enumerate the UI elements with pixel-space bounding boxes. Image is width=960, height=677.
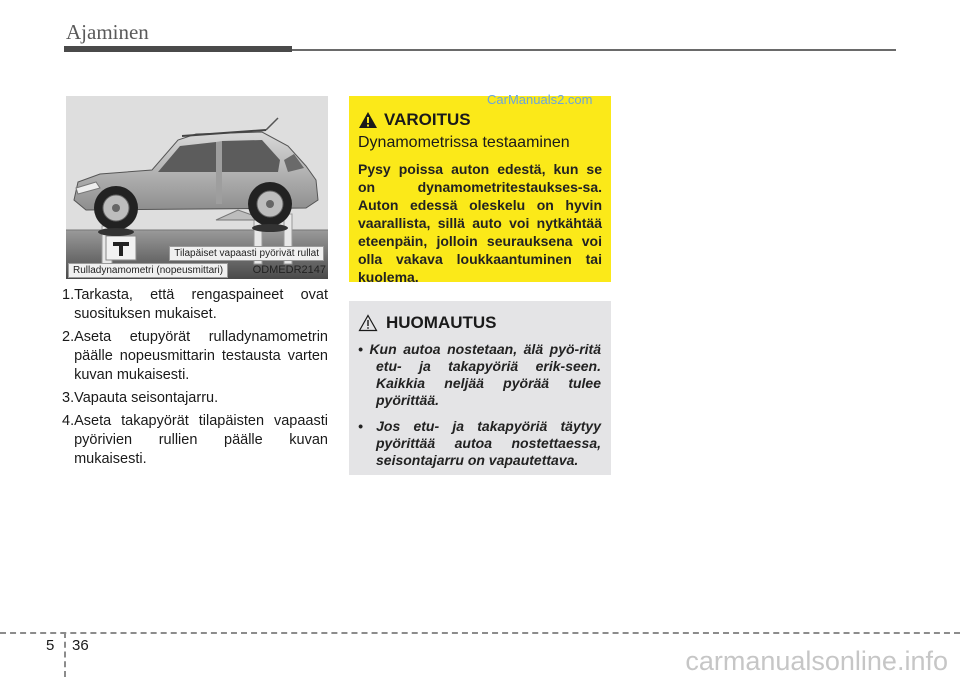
- notice-triangle-icon: [358, 314, 378, 332]
- warning-text: Pysy poissa auton edestä, kun se on dynamometritestaukses-sa. Auton edessä oleskelu on hyvin vaarallista, sillä auto voi nytkähtää eteenpäin, jolloin seurauksena voi olla vakava loukkaantuminen tai kuolema.: [358, 161, 602, 285]
- step-text: Aseta takapyörät tilapäisten vapaasti pyörivien rullien päälle kuvan mukaisesti.: [74, 413, 328, 467]
- section-number: 5: [46, 637, 55, 654]
- dynamometer-figure: [66, 96, 328, 279]
- figure-label-dynamometer: Rulladynamometri (nopeusmittari): [68, 263, 228, 278]
- figure-label-rollers: Tilapäiset vapaasti pyörivät rullat: [169, 246, 324, 261]
- warning-box: [349, 96, 611, 285]
- step-item: [62, 389, 328, 408]
- step-number: 3.: [62, 390, 75, 406]
- header-rule-thick: [64, 46, 292, 52]
- step-item: [62, 286, 328, 324]
- step-text: Aseta etupyörät rulladynamometrin päälle nopeusmittarin testausta varten kuvan mukaisesti.: [74, 329, 328, 383]
- step-text: Tarkasta, että rengaspaineet ovat suosituksen mukaiset.: [74, 287, 328, 322]
- notice-title: HUOMAUTUS: [386, 313, 497, 332]
- notice-item: • Kun autoa nostetaan, älä pyö-ritä etu- ja takapyöriä erik-seen. Kaikkia neljää pyörää tulee pyörittää.: [358, 341, 601, 408]
- figure-code: ODMEDR2147: [252, 264, 326, 276]
- step-text: Vapauta seisontajarru.: [74, 390, 219, 406]
- warning-triangle-icon: [358, 111, 378, 129]
- notice-item: • Jos etu- ja takapyöriä täytyy pyörittää autoa nostettaessa, seisontajarru on vapautettava.: [358, 418, 601, 468]
- step-item: [62, 328, 328, 385]
- page-number: 36: [72, 637, 89, 654]
- warning-subtitle: Dynamometrissa testaaminen: [358, 134, 570, 151]
- warning-header: [358, 110, 602, 130]
- notice-header: [358, 313, 601, 333]
- notice-box: [349, 301, 611, 475]
- warning-title: VAROITUS: [384, 110, 471, 129]
- footer-divider: [64, 632, 66, 677]
- site-watermark: carmanualsonline.info: [685, 646, 948, 676]
- step-item: [62, 412, 328, 469]
- header-rule-thin: [292, 49, 896, 51]
- steps-list: [62, 286, 328, 473]
- footer-rule: [0, 632, 960, 634]
- header-title: Ajaminen: [66, 20, 149, 44]
- step-number: 1.: [62, 287, 75, 303]
- step-number: 4.: [62, 413, 75, 429]
- watermark-text: CarManuals2.com: [487, 92, 593, 107]
- step-number: 2.: [62, 329, 75, 345]
